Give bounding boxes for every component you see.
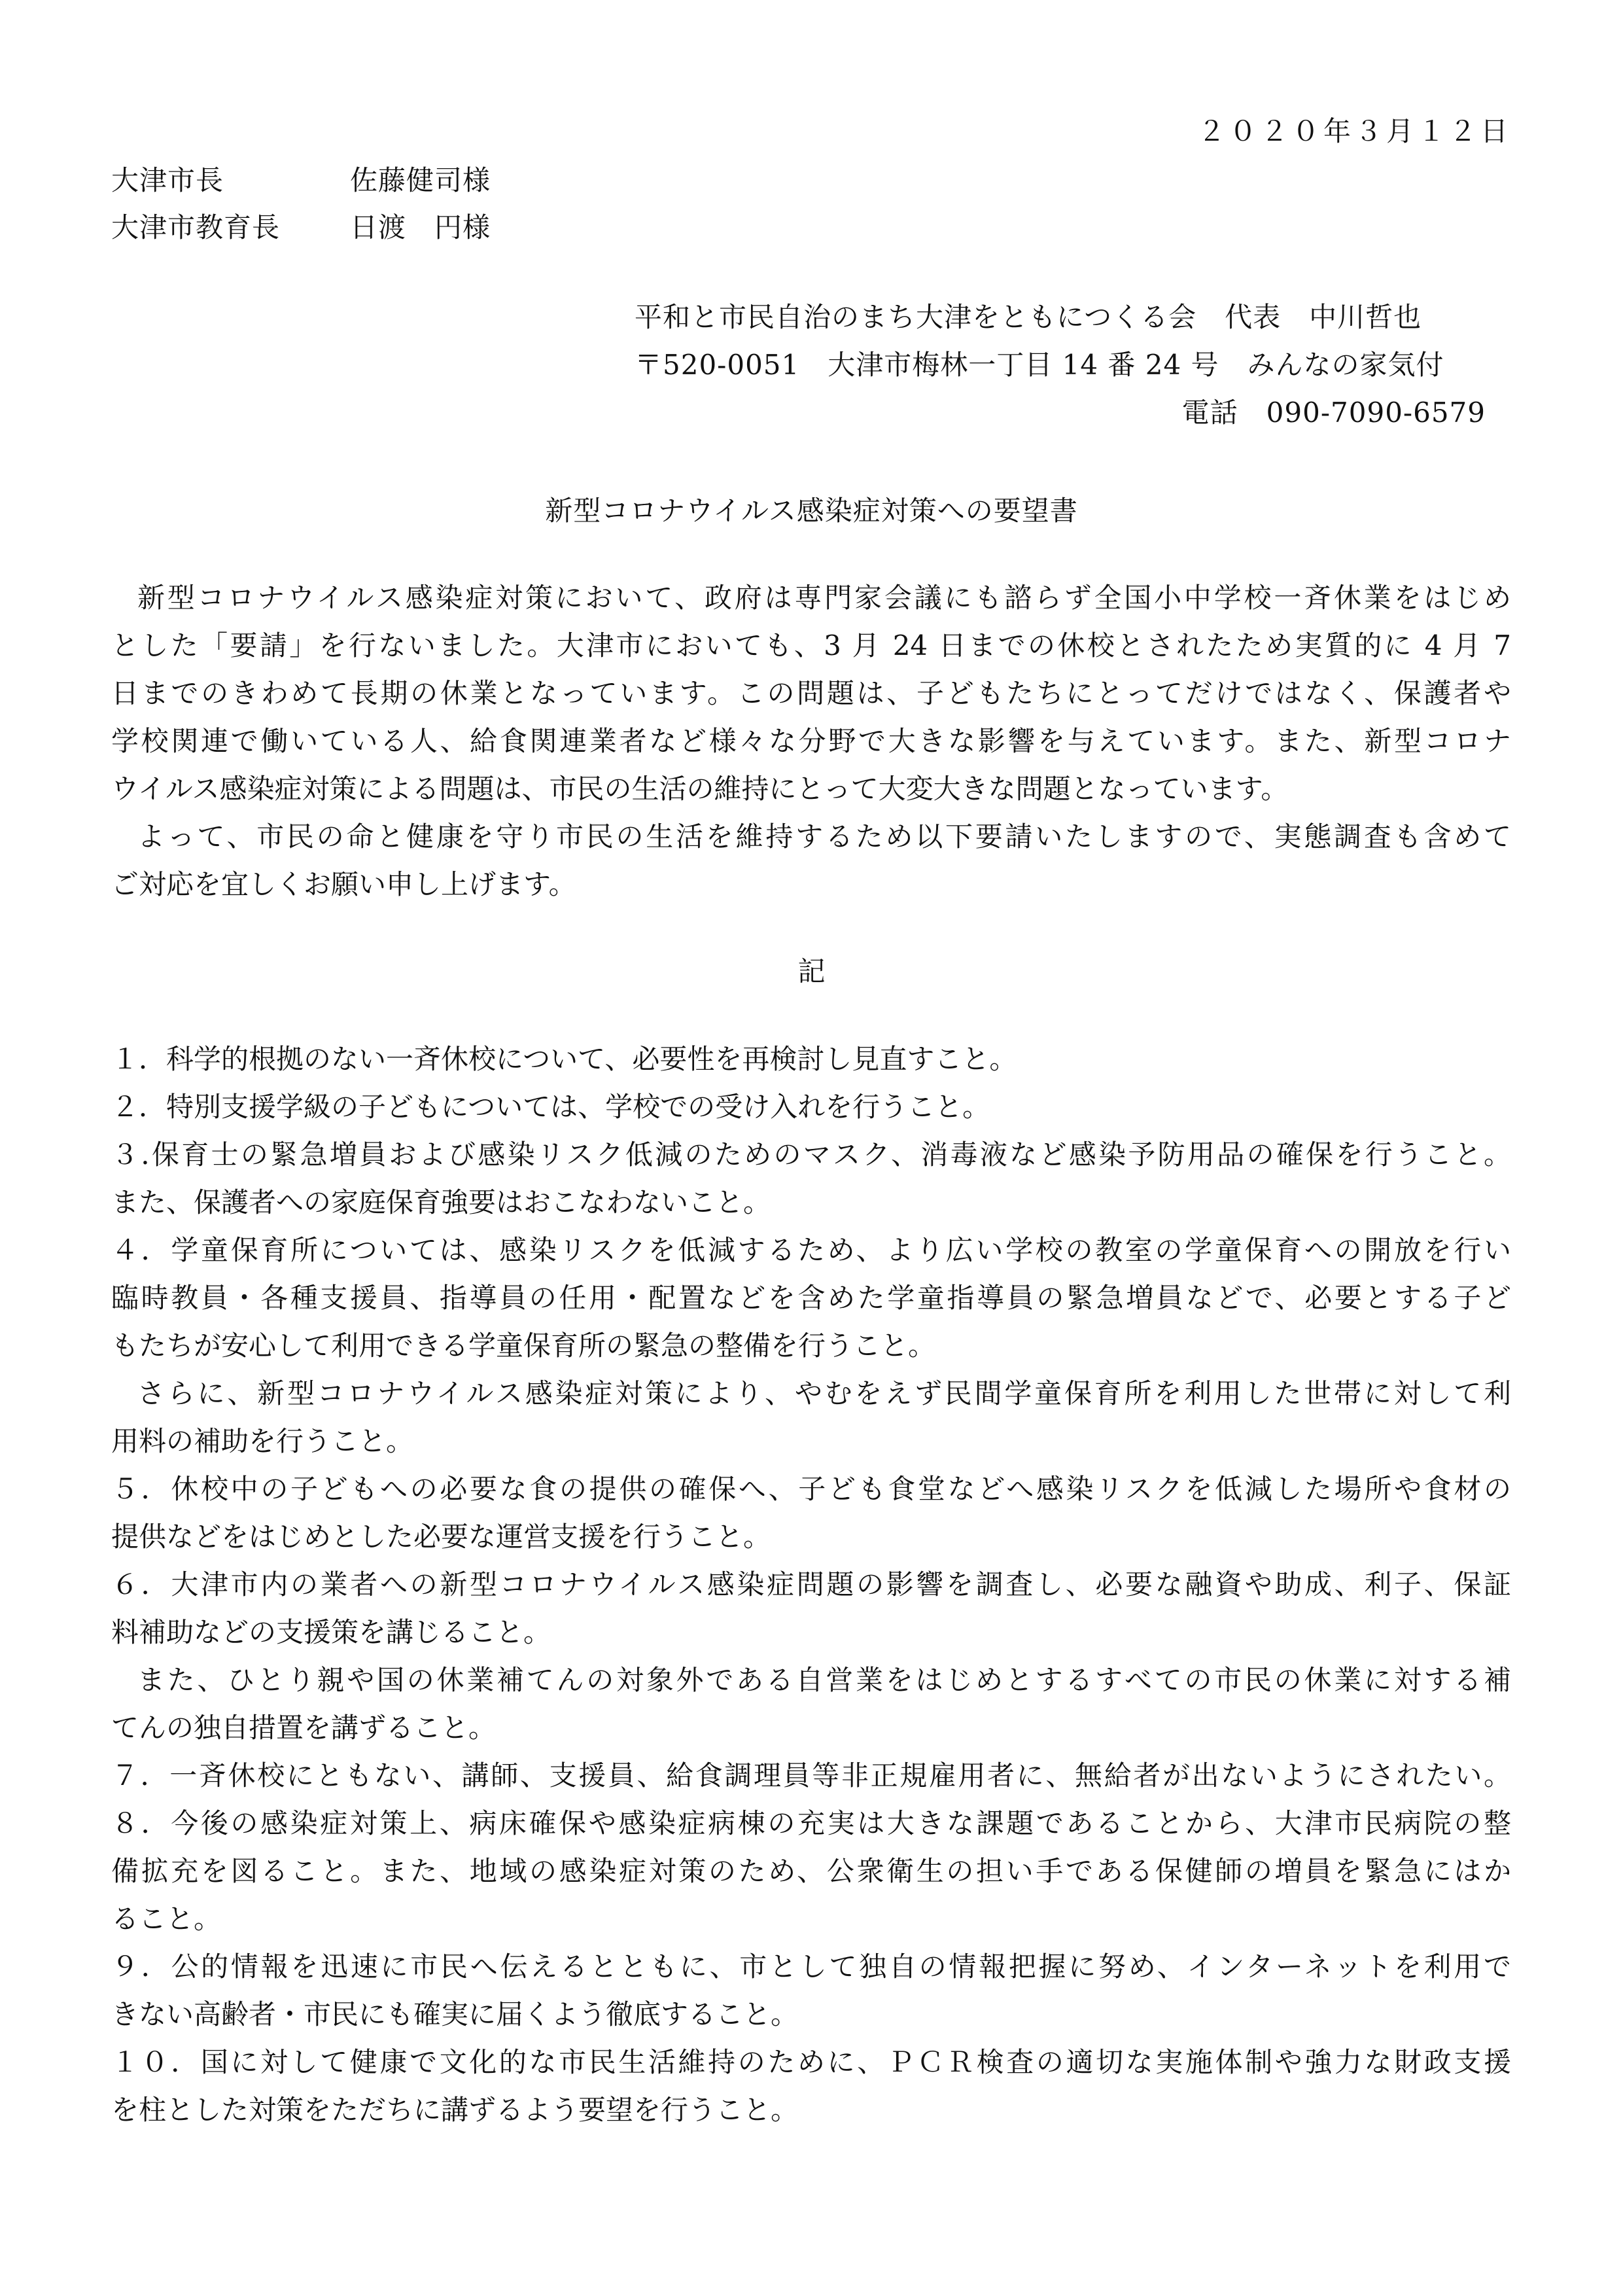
item-9-line-1: ９．公的情報を迅速に市民へ伝えるとともに、市として独自の情報把握に努め、インターネットを利用で bbox=[111, 1951, 1511, 1983]
item-6-line-2: 料補助などの支援策を講じること。 bbox=[111, 1616, 551, 1648]
ki-heading: 記 bbox=[797, 955, 826, 987]
recipient-role-mayor: 大津市長 bbox=[111, 164, 224, 196]
item-4-line-2: 臨時教員・各種支援員、指導員の任用・配置などを含めた学童指導員の緊急増員などで、必要とする子ど bbox=[111, 1282, 1511, 1314]
intro-p1-line-1: 新型コロナウイルス感染症対策において、政府は専門家会議にも諮らず全国小中学校一斉休業をはじめ bbox=[137, 582, 1511, 614]
intro-p2-line-2: ご対応を宜しくお願い申し上げます。 bbox=[111, 868, 576, 900]
item-4-line-3: もたちが安心して利用できる学童保育所の緊急の整備を行うこと。 bbox=[111, 1330, 936, 1362]
intro-p1-line-4: 学校関連で働いている人、給食関連業者など様々な分野で大きな影響を与えています。また、新型コロナ bbox=[111, 725, 1511, 757]
item-3-line-2: また、保護者への家庭保育強要はおこなわないこと。 bbox=[111, 1186, 771, 1218]
item-8-line-1: ８．今後の感染症対策上、病床確保や感染症病棟の充実は大きな課題であることから、大津市民病院の整 bbox=[111, 1807, 1511, 1839]
item-4-line-1: ４．学童保育所については、感染リスクを低減するため、より広い学校の教室の学童保育への開放を行い bbox=[111, 1234, 1511, 1266]
document-title: 新型コロナウイルス感染症対策への要望書 bbox=[545, 495, 1078, 527]
sender-address: 〒520-0051 大津市梅林一丁目 14 番 24 号 みんなの家気付 bbox=[635, 349, 1444, 381]
item-8-line-3: ること。 bbox=[111, 1903, 222, 1935]
recipient-name-superintendent: 日渡 円様 bbox=[350, 211, 491, 243]
document-date: ２０２０年３月１２日 bbox=[1197, 115, 1512, 147]
recipient-name-mayor: 佐藤健司様 bbox=[350, 164, 491, 196]
recipient-role-superintendent: 大津市教育長 bbox=[111, 211, 281, 243]
item-6b-line-1: また、ひとり親や国の休業補てんの対象外である自営業をはじめとするすべての市民の休業に対する補 bbox=[137, 1664, 1511, 1696]
item-6b-line-2: てんの独自措置を講ずること。 bbox=[111, 1712, 497, 1744]
sender-organization: 平和と市民自治のまち大津をともにつくる会 代表 中川哲也 bbox=[635, 301, 1422, 333]
item-6-line-1: ６．大津市内の業者への新型コロナウイルス感染症問題の影響を調査し、必要な融資や助成、利子、保証 bbox=[111, 1568, 1511, 1600]
item-9-line-2: きない高齢者・市民にも確実に届くよう徹底すること。 bbox=[111, 1998, 799, 2030]
item-4b-line-2: 用料の補助を行うこと。 bbox=[111, 1425, 414, 1457]
sender-phone: 電話 090-7090-6579 bbox=[1181, 397, 1486, 429]
item-10-line-2: を柱とした対策をただちに講ずるよう要望を行うこと。 bbox=[111, 2094, 799, 2126]
item-2: ２．特別支援学級の子どもについては、学校での受け入れを行うこと。 bbox=[111, 1091, 990, 1123]
item-8-line-2: 備拡充を図ること。また、地域の感染症対策のため、公衆衛生の担い手である保健師の増員を緊急にはか bbox=[111, 1855, 1511, 1887]
intro-p1-line-3: 日までのきわめて長期の休業となっています。この問題は、子どもたちにとってだけではなく、保護者や bbox=[111, 677, 1511, 709]
intro-p1-line-2: とした「要請」を行ないました。大津市においても、3 月 24 日までの休校とされたため実質的に 4 月 7 bbox=[111, 629, 1511, 662]
item-5-line-1: ５．休校中の子どもへの必要な食の提供の確保へ、子ども食堂などへ感染リスクを低減した場所や食材の bbox=[111, 1473, 1511, 1505]
item-7: ７．一斉休校にともない、講師、支援員、給食調理員等非正規雇用者に、無給者が出ないようにされたい。 bbox=[111, 1759, 1511, 1792]
item-1: １．科学的根拠のない一斉休校について、必要性を再検討し見直すこと。 bbox=[111, 1043, 1017, 1075]
item-5-line-2: 提供などをはじめとした必要な運営支援を行うこと。 bbox=[111, 1521, 771, 1553]
intro-p1-line-5: ウイルス感染症対策による問題は、市民の生活の維持にとって大変大きな問題となっています。 bbox=[111, 773, 1289, 805]
item-10-line-1: １０．国に対して健康で文化的な市民生活維持のために、ＰＣＲ検査の適切な実施体制や強力な財政支援 bbox=[111, 2046, 1511, 2078]
item-4b-line-1: さらに、新型コロナウイルス感染症対策により、やむをえず民間学童保育所を利用した世帯に対して利 bbox=[137, 1377, 1511, 1409]
item-3-line-1: ３.保育士の緊急増員および感染リスク低減のためのマスク、消毒液など感染予防用品の確保を行うこと。 bbox=[111, 1139, 1511, 1171]
intro-p2-line-1: よって、市民の命と健康を守り市民の生活を維持するため以下要請いたしますので、実態調査も含めて bbox=[137, 821, 1511, 853]
